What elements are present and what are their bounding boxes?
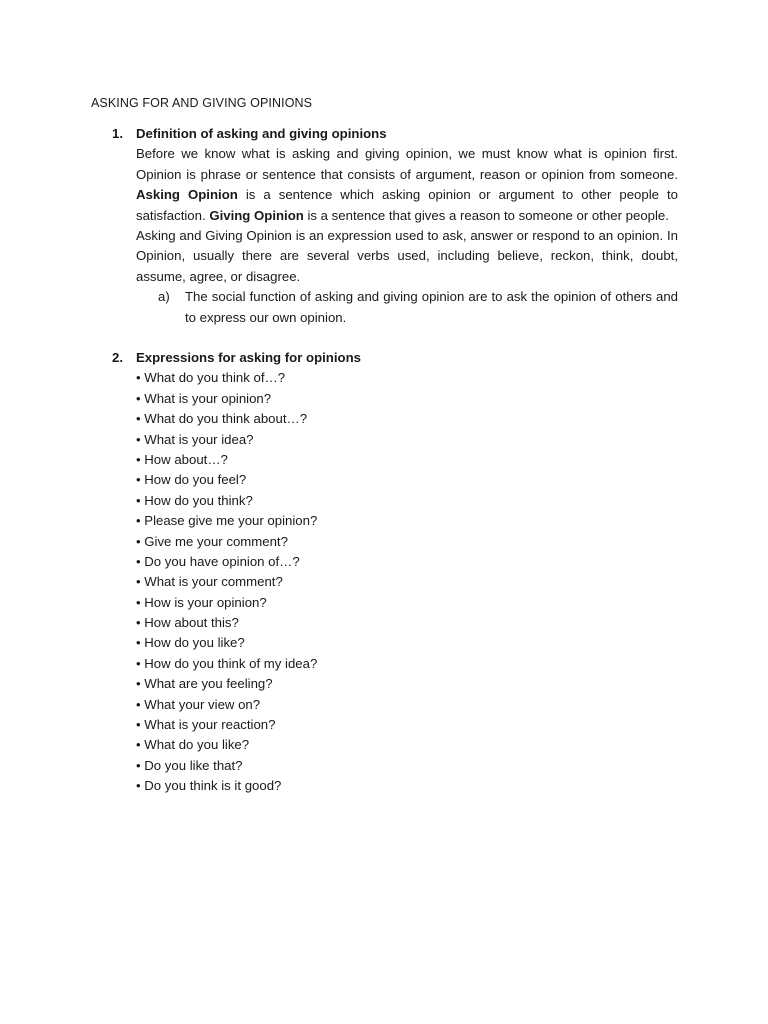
list-item: • Please give me your opinion? (136, 513, 318, 529)
sub-item-social-function (158, 287, 678, 328)
list-item: • Do you think is it good? (136, 778, 282, 794)
section-definition (112, 124, 678, 328)
list-item: • How do you think? (136, 492, 253, 508)
list-item: • Give me your comment? (136, 533, 288, 549)
list-item: • What is your comment? (136, 574, 283, 590)
section-number: 2. (112, 350, 123, 365)
section-expressions (112, 348, 678, 797)
section-heading (112, 124, 678, 144)
section-heading (112, 348, 678, 368)
list-item: • What do you like? (136, 737, 250, 753)
list-item: • Do you like that? (136, 757, 243, 773)
definition-paragraph (136, 144, 678, 226)
term-asking-opinion: Asking Opinion (136, 187, 238, 203)
expression-paragraph: Asking and Giving Opinion is an expression used to ask, answer or respond to an opinion. In Opinion, usually there are several verbs used, including believe, reckon, think, doubt, assume, agree, or disagree. (136, 228, 678, 284)
section-heading-text: Expressions for asking for opinions (136, 350, 361, 365)
list-item: • How do you feel? (136, 472, 247, 488)
sub-item-marker: a) (158, 289, 170, 305)
section-heading-text: Definition of asking and giving opinions (136, 126, 387, 141)
list-item: • What is your opinion? (136, 390, 272, 406)
list-item: • How about…? (136, 451, 228, 467)
list-item: • How is your opinion? (136, 594, 267, 610)
paragraph-text: is a sentence which asking opinion or argument to other people to satisfaction. (136, 187, 678, 223)
paragraph-text: Before we know what is asking and giving opinion, we must know what is opinion first. Opinion is phrase or sentence that consists of argument, reason or opinion from someone. (136, 146, 678, 182)
list-item: • What do you think of…? (136, 370, 286, 386)
list-item: • What do you think about…? (136, 411, 308, 427)
list-item: • How do you think of my idea? (136, 655, 318, 671)
list-item: • Do you have opinion of…? (136, 553, 300, 569)
list-item: • What is your idea? (136, 431, 254, 447)
expression-list (136, 368, 678, 796)
list-item: • What your view on? (136, 696, 261, 712)
section-number: 1. (112, 126, 123, 141)
sub-item-text: The social function of asking and giving opinion are to ask the opinion of others and to express our own opinion. (185, 289, 678, 325)
list-item: • What are you feeling? (136, 676, 273, 692)
list-item: • How do you like? (136, 635, 245, 651)
list-item: • How about this? (136, 615, 239, 631)
document-title: ASKING FOR AND GIVING OPINIONS (91, 96, 313, 110)
paragraph-text: is a sentence that gives a reason to someone or other people. (303, 207, 669, 223)
list-item: • What is your reaction? (136, 717, 276, 733)
term-giving-opinion: Giving Opinion (209, 207, 304, 223)
